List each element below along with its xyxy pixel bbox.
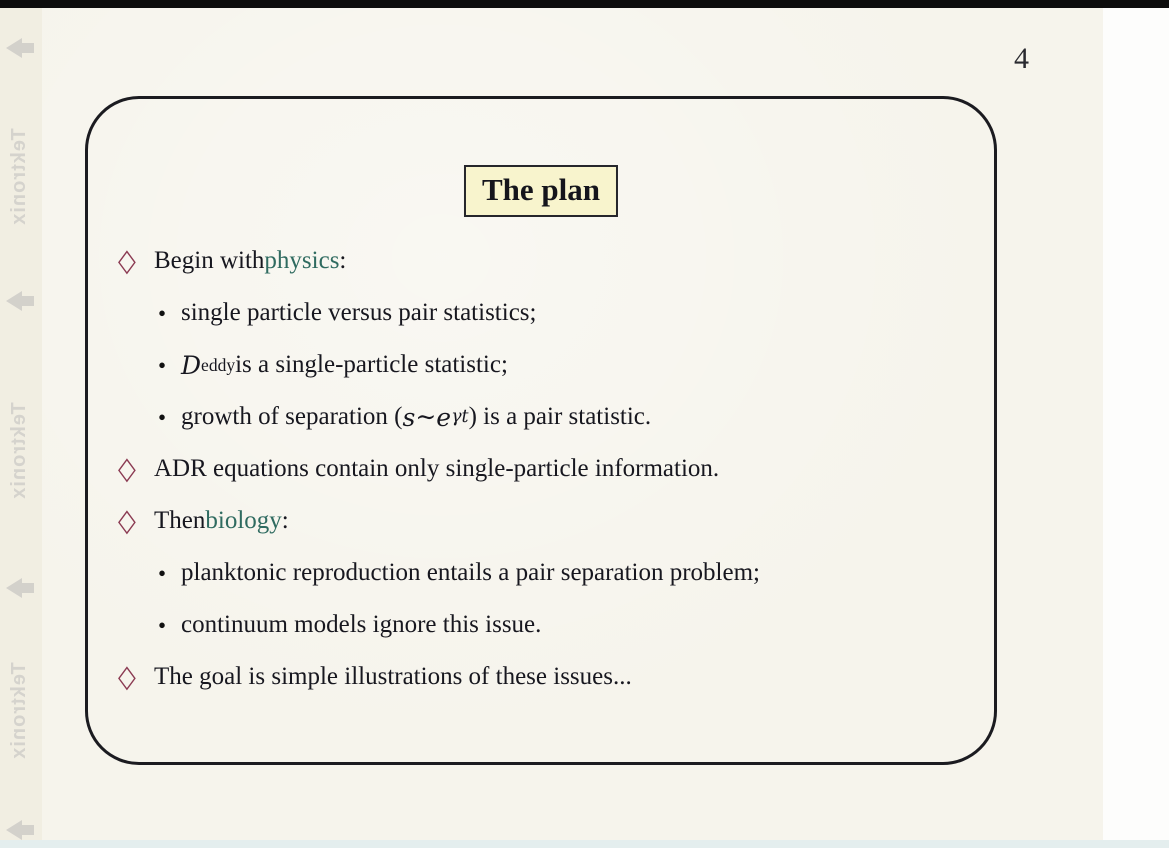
- list-item: [88, 287, 994, 339]
- item-text: ) is a pair statistic.: [468, 403, 652, 430]
- slide-content: [88, 235, 994, 703]
- bullet-icon: •: [158, 352, 167, 378]
- math-symbol: s: [402, 402, 416, 432]
- diamond-icon: ◇: [118, 243, 136, 278]
- page-number: 4: [1014, 42, 1029, 75]
- list-item: [88, 235, 994, 287]
- slide-title: The plan: [464, 165, 618, 217]
- diamond-icon: ◇: [118, 659, 136, 694]
- left-arrow-icon: [6, 578, 36, 598]
- item-text: :: [339, 247, 347, 274]
- list-item: [88, 547, 994, 599]
- item-text: The goal is simple illustrations of these issues...: [154, 663, 632, 690]
- scan-top-edge: [0, 0, 1169, 8]
- item-text: Begin with: [154, 247, 265, 274]
- item-text: planktonic reproduction entails a pair separation problem;: [181, 559, 760, 586]
- list-item: [88, 443, 994, 495]
- scan-bottom-edge: [0, 840, 1169, 848]
- diamond-icon: ◇: [118, 503, 136, 538]
- left-arrow-icon: [6, 38, 36, 58]
- item-text: continuum models ignore this issue.: [181, 611, 542, 638]
- list-item: [88, 391, 994, 443]
- item-text-keyword: biology: [205, 507, 282, 534]
- math-superscript: γt: [451, 407, 469, 427]
- math-operator: ∼: [415, 404, 437, 431]
- item-text: single particle versus pair statistics;: [181, 299, 537, 326]
- watermark-brand-text: Tektronix: [8, 128, 30, 226]
- bullet-icon: •: [158, 612, 167, 638]
- math-symbol: e: [436, 402, 452, 432]
- item-text: is a single-particle statistic;: [235, 351, 508, 378]
- item-text: ADR equations contain only single-particle information.: [154, 455, 720, 482]
- list-item: [88, 599, 994, 651]
- item-text: growth of separation (: [181, 403, 403, 430]
- bullet-icon: •: [158, 300, 167, 326]
- bullet-icon: •: [158, 404, 167, 430]
- watermark-strip: [0, 8, 42, 840]
- item-text-keyword: physics: [264, 247, 340, 274]
- math-subscript: eddy: [201, 354, 236, 375]
- list-item: [88, 495, 994, 547]
- watermark-brand-text: Tektronix: [8, 402, 30, 500]
- slide-page: [0, 8, 1103, 840]
- item-text: :: [281, 507, 289, 534]
- left-arrow-icon: [6, 291, 36, 311]
- watermark-brand-text: Tektronix: [8, 662, 30, 760]
- bullet-icon: •: [158, 560, 167, 586]
- math-symbol: D: [181, 350, 202, 380]
- slide-frame: [85, 96, 997, 765]
- left-arrow-icon: [6, 820, 36, 840]
- list-item: [88, 339, 994, 391]
- item-text: Then: [154, 507, 206, 534]
- list-item: [88, 651, 994, 703]
- diamond-icon: ◇: [118, 451, 136, 486]
